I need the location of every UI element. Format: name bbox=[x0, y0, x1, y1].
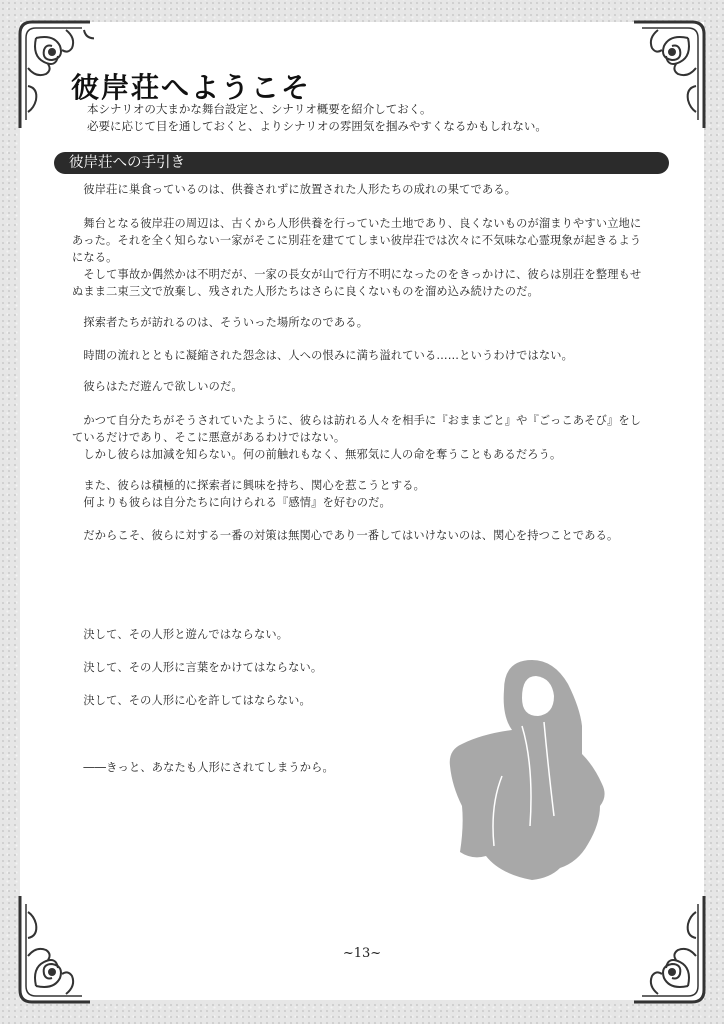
text-line: そして事故か偶然かは不明だが、一家の長女が山で行方不明になったのをきっかけに、彼らは別荘を整理もせ bbox=[72, 268, 642, 281]
page-number: ~13~ bbox=[342, 946, 382, 961]
page-title: 彼岸荘へようこそ bbox=[71, 71, 312, 104]
doll-silhouette-icon bbox=[442, 656, 612, 886]
section-header bbox=[54, 152, 669, 174]
intro-text bbox=[87, 101, 547, 135]
text-line: しかし彼らは加減を知らない。何の前触れもなく、無邪気に人の命を奪うこともあるだろう。 bbox=[72, 448, 562, 461]
text-line: かつて自分たちがそうされていたように、彼らは訪れる人々を相手に『おままごと』や『ごっこあそび』をし bbox=[72, 414, 642, 427]
paragraph bbox=[72, 215, 672, 300]
text-line: ぬまま二束三文で放棄し、残された人形たちはさらに良くないものを溜め込み続けたのだ。 bbox=[72, 285, 539, 298]
ornament-corner-icon bbox=[630, 16, 710, 131]
text-line: 探索者たちが訪れるのは、そういった場所なのである。 bbox=[72, 316, 369, 329]
text-line: また、彼らは積極的に探索者に興味を持ち、関心を惹こうとする。 bbox=[72, 479, 426, 492]
text-line: 何よりも彼らは自分たちに向けられる『感情』を好むのだ。 bbox=[72, 496, 391, 509]
text-line: 彼岸荘に巣食っているのは、供養されずに放置された人形たちの成れの果てである。 bbox=[72, 183, 517, 196]
text-line: だからこそ、彼らに対する一番の対策は無関心であり一番してはいけないのは、関心を持つことである。 bbox=[72, 529, 619, 542]
paragraph bbox=[72, 314, 672, 331]
paragraph bbox=[72, 378, 672, 395]
text-line: あった。それを全く知らない一家がそこに別荘を建ててしまい彼岸荘では次々に不気味な心霊現象が起きるよう bbox=[72, 234, 642, 247]
text-line: 決して、その人形に心を許してはならない。 bbox=[72, 694, 311, 707]
text-line: になる。 bbox=[72, 251, 118, 264]
paragraph bbox=[72, 347, 672, 364]
intro-line: 必要に応じて目を通しておくと、よりシナリオの雰囲気を掴みやすくなるかもしれない。 bbox=[87, 119, 547, 133]
text-line: 時間の流れとともに凝縮された怨念は、人への恨みに満ち溢れている……というわけではない。 bbox=[72, 349, 574, 362]
text-line: 決して、その人形と遊んではならない。 bbox=[72, 628, 289, 641]
text-line: 舞台となる彼岸荘の周辺は、古くから人形供養を行っていた土地であり、良くないものが溜まりやすい立地に bbox=[72, 217, 642, 230]
paragraph bbox=[72, 626, 672, 643]
text-line: 彼らはただ遊んで欲しいのだ。 bbox=[72, 380, 243, 393]
text-line: 決して、その人形に言葉をかけてはならない。 bbox=[72, 661, 323, 674]
text-line: ――きっと、あなたも人形にされてしまうから。 bbox=[72, 761, 334, 774]
text-line: ているだけであり、そこに悪意があるわけではない。 bbox=[72, 431, 346, 444]
paragraph bbox=[72, 181, 672, 198]
paragraph bbox=[72, 527, 672, 544]
section-title: 彼岸荘への手引き bbox=[69, 155, 185, 171]
intro-line: 本シナリオの大まかな舞台設定と、シナリオ概要を紹介しておく。 bbox=[87, 102, 432, 116]
paragraph bbox=[72, 477, 672, 511]
paragraph bbox=[72, 412, 672, 463]
